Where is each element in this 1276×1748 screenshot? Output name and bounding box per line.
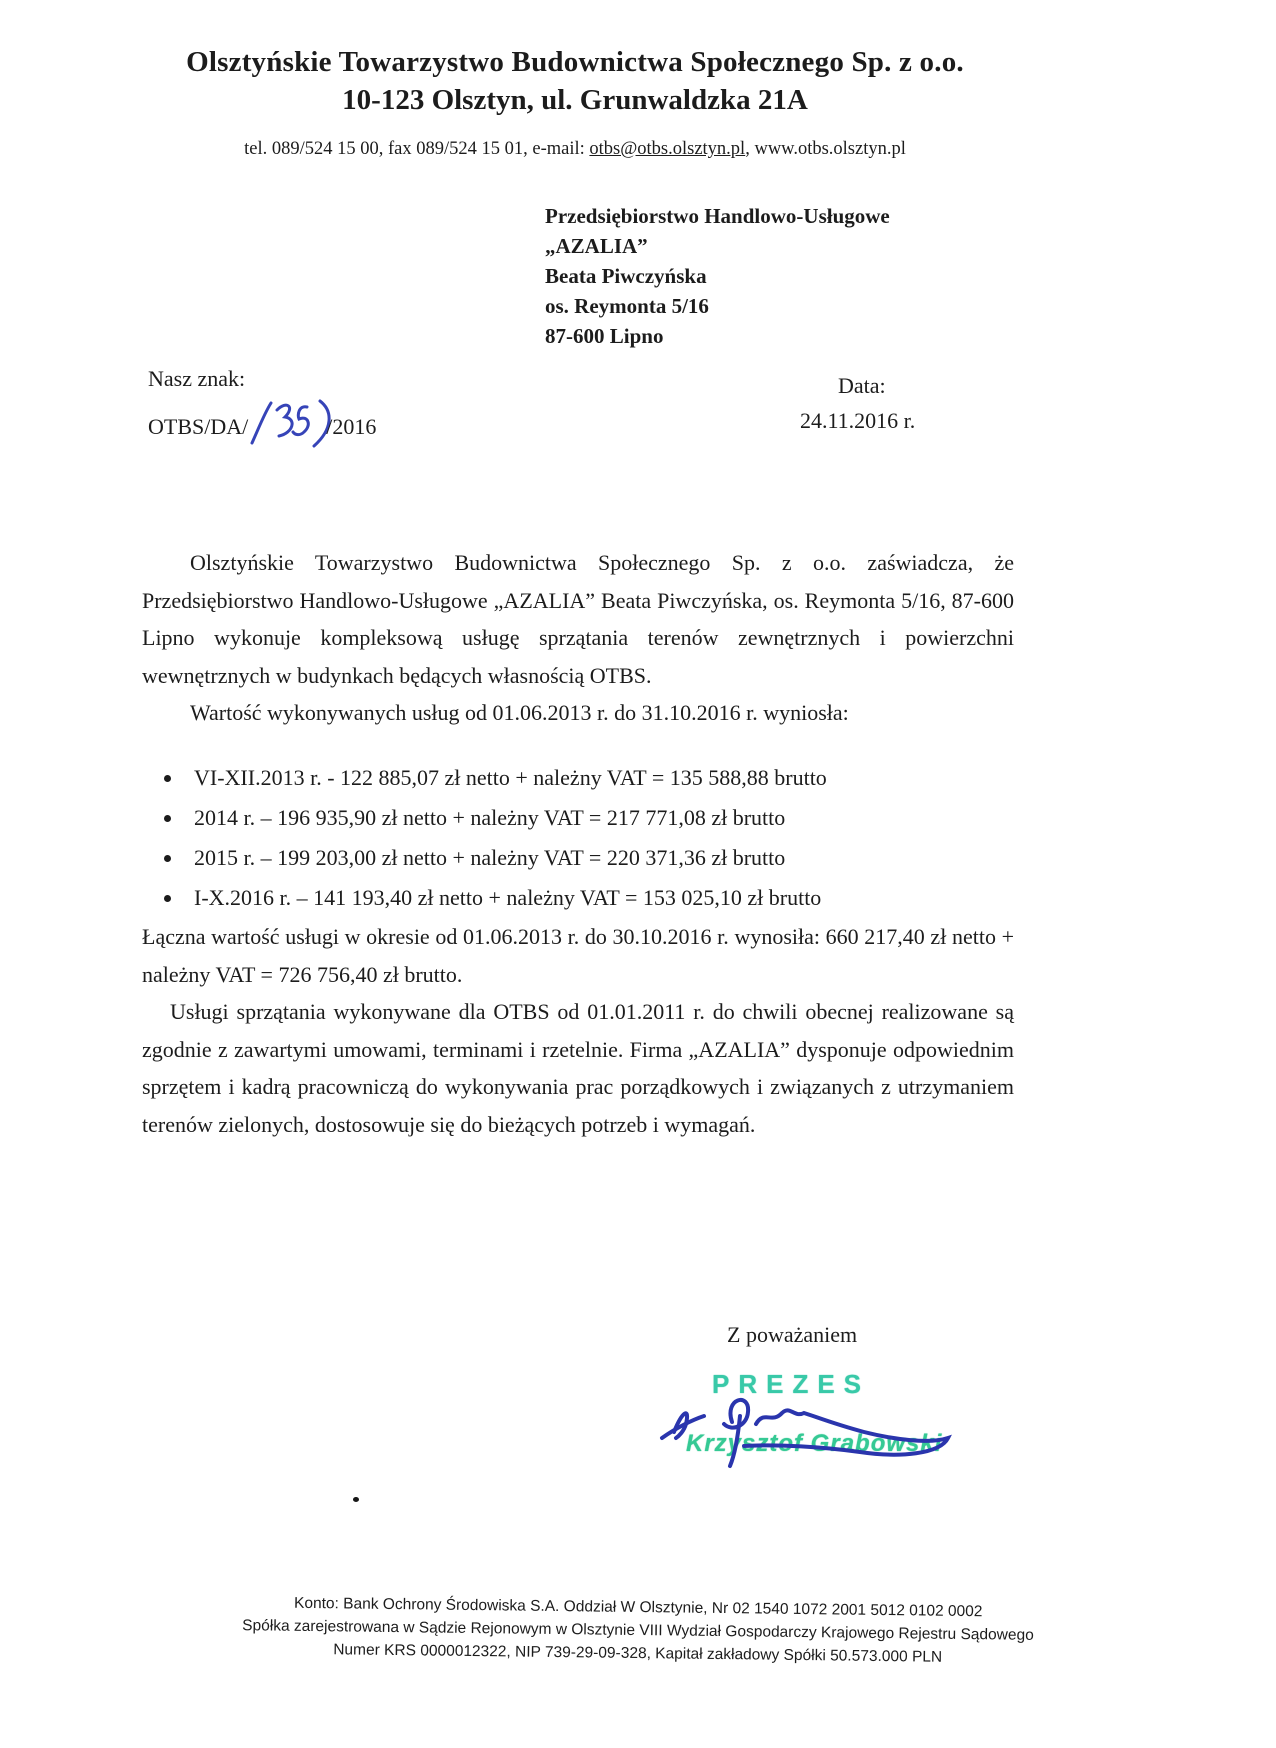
footer-registry-line: Spółka zarejestrowana w Sądzie Rejonowym w Olsztynie VIII Wydział Gospodarczy Krajowego Rejestru Sądowego: [242, 1617, 1034, 1644]
body-paragraph-2: Wartość wykonywanych usług od 01.06.2013 r. do 31.10.2016 r. wyniosła:: [190, 700, 849, 726]
recipient-city: 87-600 Lipno: [545, 324, 664, 348]
body-paragraph-3: Łączna wartość usługi w okresie od 01.06.2013 r. do 30.10.2016 r. wynosiła: 660 217,40 zł netto + należny VAT = 726 756,40 zł brutto.: [142, 923, 1014, 987]
list-item-2013: • VI-XII.2013 r. - 122 885,07 zł netto + należny VAT = 135 588,88 brutto: [184, 758, 1014, 798]
recipient-person: Beata Piwczyńska: [545, 264, 707, 288]
letter-body: [142, 544, 1014, 1144]
footer-bank-line: Konto: Bank Ochrony Środowiska S.A. Oddział W Olsztynie, Nr 02 1540 1072 2001 5012 0102 0002: [293, 1594, 983, 1621]
footer: [108, 1590, 1169, 1672]
reference-suffix: /2016: [326, 414, 377, 439]
body-paragraph-1: Olsztyńskie Towarzystwo Budownictwa Społecznego Sp. z o.o. zaświadcza, że Przedsiębiorstwo Handlowo-Usługowe „AZALIA” Beata Piwczyńska, os. Reymonta 5/16, 87-600 Lipno wykonuje kompleksową usługę sprzątania terenów zewnętrznych i powierzchni wewnętrznych w budynkach będących własnością OTBS.: [142, 550, 1014, 688]
signer-name-stamp: Krzysztof Grabowski: [686, 1430, 943, 1457]
reference-label: Nasz znak:: [148, 366, 246, 391]
reference-value: [148, 398, 376, 448]
yearly-values-list: [142, 758, 1014, 918]
footer-krs-line: Numer KRS 0000012322, NIP 739-29-09-328, Kapitał zakładowy Spółki 50.573.000 PLN: [333, 1641, 943, 1666]
prezes-stamp: PREZES: [712, 1369, 871, 1399]
contact-suffix: , www.otbs.olsztyn.pl: [745, 139, 906, 159]
recipient-trade-name: „AZALIA”: [545, 234, 648, 258]
sign-off: Z poważaniem: [727, 1322, 858, 1347]
reference-prefix: OTBS/DA/: [148, 414, 249, 439]
recipient-block: [545, 201, 890, 351]
letterhead: [120, 46, 1030, 160]
email-text: otbs@otbs.olsztyn.pl: [589, 139, 746, 159]
list-item-2016: • I-X.2016 r. – 141 193,40 zł netto + należny VAT = 153 025,10 zł brutto: [184, 878, 1014, 918]
recipient-street: os. Reymonta 5/16: [545, 294, 709, 318]
date-label: Data:: [838, 373, 886, 398]
org-name: Olsztyńskie Towarzystwo Budownictwa Społecznego Sp. z o.o.: [186, 46, 964, 78]
recipient-company: Przedsiębiorstwo Handlowo-Usługowe: [545, 204, 890, 228]
list-item-2015: • 2015 r. – 199 203,00 zł netto + należny VAT = 220 371,36 zł brutto: [184, 838, 1014, 878]
contact-prefix: tel. 089/524 15 00, fax 089/524 15 01, e-mail:: [244, 139, 590, 159]
body-paragraph-4: Usługi sprzątania wykonywane dla OTBS od 01.01.2011 r. do chwili obecnej realizowane są zgodnie z zawartymi umowami, terminami i rzetelnie. Firma „AZALIA” dysponuje odpowiednim sprzętem i kadrą pracowniczą do wykonywania prac porządkowych i związanych z utrzymaniem terenów zielonych, dostosowuje się do bieżących potrzeb i wymagań.: [142, 999, 1014, 1137]
list-item-2014: • 2014 r. – 196 935,90 zł netto + należny VAT = 217 771,08 zł brutto: [184, 798, 1014, 838]
date-value: 24.11.2016 r.: [800, 408, 916, 433]
stray-scan-dot: [353, 1497, 359, 1502]
contact-line: [120, 139, 1030, 160]
handwritten-signature: [648, 1380, 998, 1475]
org-address: 10-123 Olsztyn, ul. Grunwaldzka 21A: [342, 84, 808, 116]
